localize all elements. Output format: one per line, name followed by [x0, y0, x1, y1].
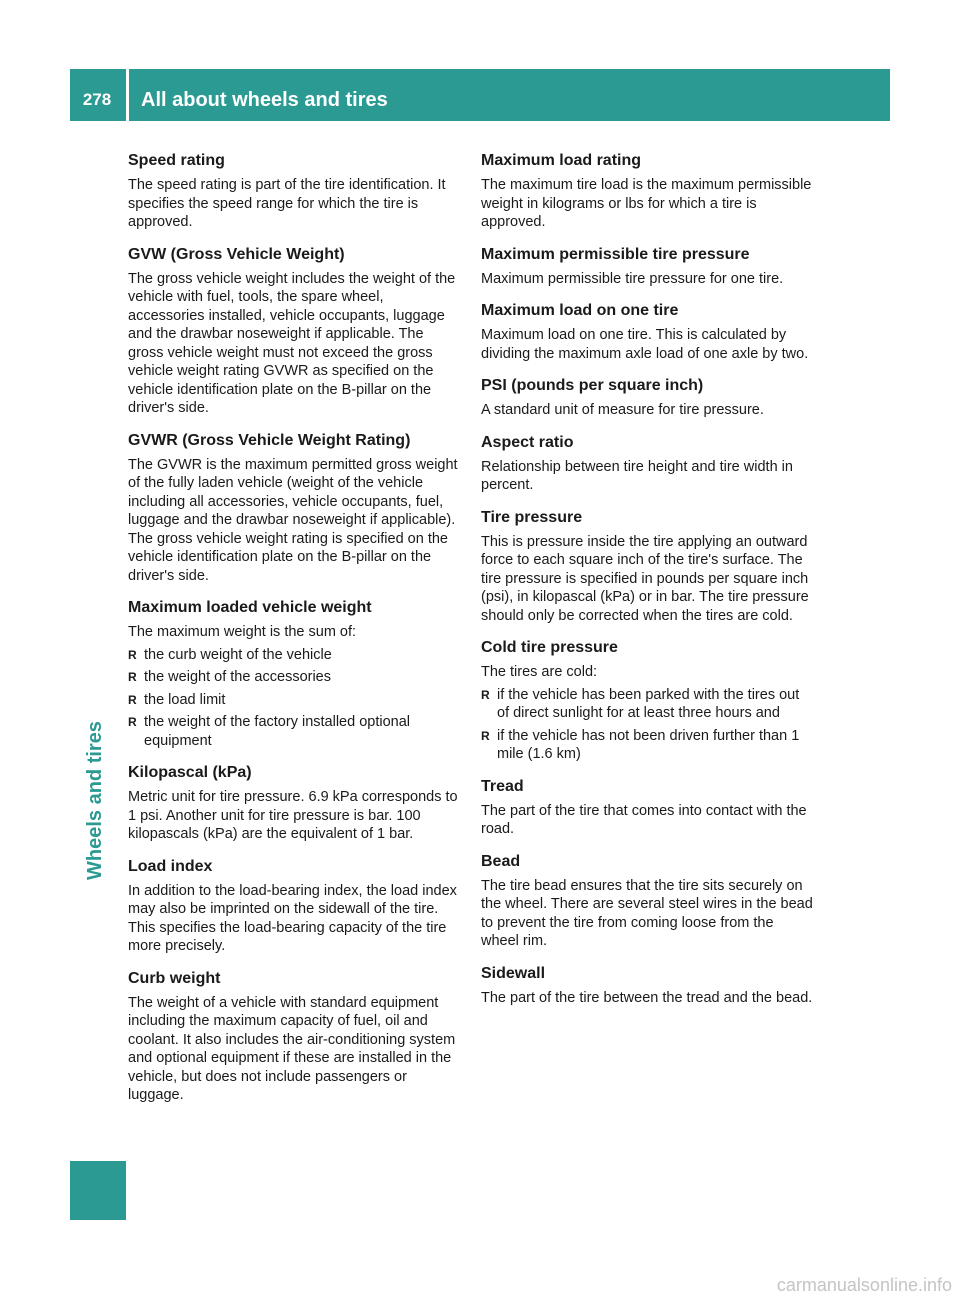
section: [128, 762, 462, 844]
bullet-icon: R: [481, 728, 490, 743]
section-text: In addition to the load-bearing index, the load index may also be imprinted on the sidewall of the tire. This specifies the load-bearing capacity of the tire more precisely.: [128, 882, 457, 954]
section-heading: Aspect ratio: [481, 433, 574, 451]
section-heading: Sidewall: [481, 964, 546, 982]
section-text: A standard unit of measure for tire pressure.: [481, 402, 764, 418]
bullet-list: [481, 686, 815, 764]
left-column: [128, 150, 462, 1117]
list-item-text: the curb weight of the vehicle: [144, 646, 332, 663]
section-text: The speed rating is part of the tire identification. It specifies the speed range for which the tire is approved.: [128, 177, 446, 230]
list-item: [481, 686, 815, 723]
side-tab: [84, 721, 114, 890]
section-text: The part of the tire that comes into contact with the road.: [481, 802, 807, 837]
bullet-icon: R: [128, 670, 137, 684]
watermark: carmanualsonline.info: [776, 1275, 952, 1295]
section: [128, 244, 462, 418]
section-heading: Speed rating: [128, 152, 225, 169]
section-heading: Maximum load rating: [481, 152, 642, 169]
section-heading: Kilopascal (kPa): [128, 764, 252, 781]
page-number: 278: [82, 90, 112, 109]
bullet-icon: R: [128, 715, 137, 729]
section-text: The GVWR is the maximum permitted gross weight of the fully laden vehicle (weight of the vehicle including all accessories, vehicle occupants, fuel, luggage and the drawbar noseweight if applicable). The gross vehicle weight rating is specified on the vehicle identification plate on the B-pillar on the driver's side.: [128, 456, 458, 584]
section-heading: Tread: [481, 777, 524, 795]
section: [481, 300, 815, 363]
section: [481, 150, 815, 232]
section-heading: Bead: [481, 852, 521, 870]
section-text: Relationship between tire height and tire width in percent.: [481, 458, 793, 493]
section: [481, 244, 815, 289]
list-item-text: the weight of the accessories: [144, 669, 331, 685]
list-item: [481, 727, 815, 764]
section: [481, 851, 815, 951]
page-title: All about wheels and tires: [141, 89, 388, 111]
section-text: Maximum permissible tire pressure for one tire.: [481, 270, 784, 287]
section-heading: GVW (Gross Vehicle Weight): [128, 245, 345, 263]
section-heading: Cold tire pressure: [481, 639, 618, 656]
section-text: The weight of a vehicle with standard equipment including the maximum capacity of fuel, oil and coolant. It also includes the air-conditioning system and optional equipment if these are installed in the vehicle, but does not include passengers or luggage.: [128, 994, 456, 1103]
section: [128, 968, 462, 1105]
section: [481, 375, 815, 420]
section: [481, 963, 815, 1008]
bullet-icon: R: [481, 687, 490, 702]
list-item: [128, 646, 462, 665]
list-item-text: the load limit: [144, 691, 226, 708]
bullet-icon: R: [128, 692, 137, 707]
right-column: [481, 150, 815, 1019]
section-heading: Tire pressure: [481, 508, 583, 526]
section: [128, 150, 462, 232]
header-divider: [126, 69, 129, 121]
section-heading: Curb weight: [128, 969, 221, 987]
list-item: [128, 668, 462, 687]
side-tab-label: Wheels and tires: [84, 721, 106, 880]
list-item-text: if the vehicle has not been driven further than 1 mile (1.6 km): [497, 727, 800, 762]
section-text: The part of the tire between the tread and the bead.: [481, 989, 813, 1006]
bullet-list: [128, 646, 462, 751]
section-text: The maximum weight is the sum of:: [128, 624, 357, 640]
section-text: The tires are cold:: [481, 664, 598, 680]
section-text: This is pressure inside the tire applying an outward force to each square inch of the tire's surface. The tire pressure is specified in pounds per square inch (psi), in kilopascal (kPa) or in bar. The tire pressure should only be corrected when the tires are cold.: [481, 533, 809, 624]
section: [481, 507, 815, 626]
section-heading: Maximum loaded vehicle weight: [128, 599, 372, 616]
list-item: [128, 713, 462, 750]
section: [481, 776, 815, 839]
section-heading: GVWR (Gross Vehicle Weight Rating): [128, 431, 411, 449]
section-heading: Maximum load on one tire: [481, 302, 679, 319]
section: [128, 597, 462, 750]
section-text: The gross vehicle weight includes the weight of the vehicle with fuel, tools, the spare wheel, accessories installed, vehicle occupants, luggage and the drawbar noseweight if applicable. The gross vehicle weight must not exceed the gross vehicle weight rating GVWR as specified on the vehicle identification plate on the B-pillar on the driver's side.: [128, 270, 456, 416]
list-item-text: the weight of the factory installed optional equipment: [144, 714, 410, 749]
section-text: Maximum load on one tire. This is calculated by dividing the maximum axle load of one axle by two.: [481, 327, 809, 362]
section: [128, 430, 462, 586]
section: [481, 432, 815, 495]
side-tab-marker: [70, 1161, 126, 1220]
section: [481, 637, 815, 764]
section-text: The maximum tire load is the maximum permissible weight in kilograms or lbs for which a tire is approved.: [481, 177, 812, 230]
list-item-text: if the vehicle has been parked with the tires out of direct sunlight for at least three hours and: [497, 686, 800, 721]
list-item: [128, 691, 462, 710]
section-text: Metric unit for tire pressure. 6.9 kPa corresponds to 1 psi. Another unit for tire pressure is bar. 100 kilopascals (kPa) are the equivalent of 1 bar.: [128, 789, 458, 842]
section-heading: PSI (pounds per square inch): [481, 377, 704, 394]
section-heading: Maximum permissible tire pressure: [481, 245, 750, 263]
section: [128, 856, 462, 956]
bullet-icon: R: [128, 647, 137, 662]
section-heading: Load index: [128, 857, 213, 875]
section-text: The tire bead ensures that the tire sits securely on the wheel. There are several steel wires in the bead to prevent the tire from coming loose from the wheel rim.: [481, 877, 813, 949]
